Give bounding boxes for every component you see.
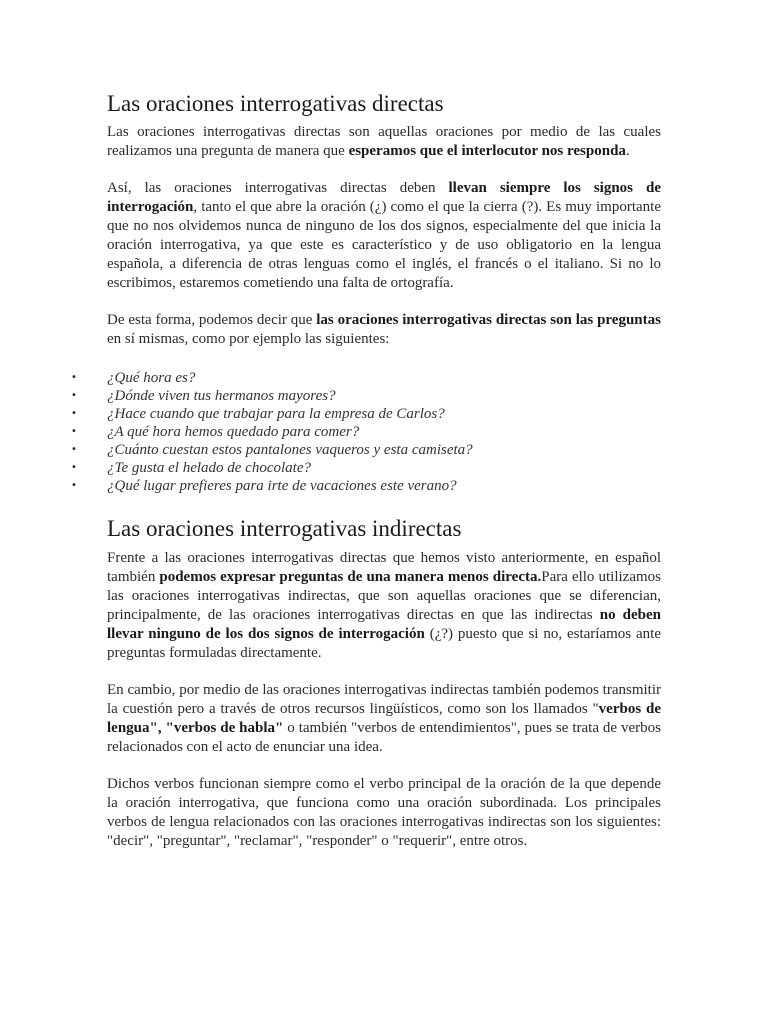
question-text: ¿Dónde viven tus hermanos mayores? xyxy=(107,388,336,404)
paragraph-indirectas-definition xyxy=(107,549,661,663)
list-item xyxy=(71,423,661,441)
list-item xyxy=(71,477,661,495)
paragraph-text: (¿?) puesto que si no, estaríamos ante preguntas formuladas directamente. xyxy=(107,626,661,661)
bold-phrase: podemos expresar preguntas de una manera menos directa. xyxy=(159,569,542,585)
paragraph-text: Así, las oraciones interrogativas directas deben xyxy=(107,180,449,196)
question-text: ¿Hace cuando que trabajar para la empresa de Carlos? xyxy=(107,406,445,422)
bullet-icon: • xyxy=(71,444,77,455)
document-page xyxy=(71,88,662,869)
paragraph-text: en sí mismas, como por ejemplo las siguientes: xyxy=(107,331,390,347)
bullet-icon: • xyxy=(71,408,77,419)
bullet-icon: • xyxy=(71,462,77,473)
paragraph-text: Frente a las oraciones interrogativas directas que hemos visto anteriormente, en español también xyxy=(107,550,661,585)
bullet-icon: • xyxy=(71,480,77,491)
paragraph-text: o también "verbos de entendimientos", pues se trata de verbos relacionados con el acto de enunciar una idea. xyxy=(107,720,661,755)
bullet-icon: • xyxy=(71,390,77,401)
bullet-icon: • xyxy=(71,426,77,437)
paragraph-text: Las oraciones interrogativas directas son aquellas oraciones por medio de las cuales realizamos una pregunta de manera que xyxy=(107,124,661,159)
paragraph-text: De esta forma, podemos decir que xyxy=(107,312,317,328)
question-list xyxy=(71,369,661,495)
list-item xyxy=(71,441,661,459)
list-item xyxy=(71,459,661,477)
paragraph-text: En cambio, por medio de las oraciones interrogativas indirectas también podemos transmitir la cuestión pero a través de otros recursos lingüísticos, como son los llamados " xyxy=(107,682,661,717)
paragraph-text: Dichos verbos funcionan siempre como el verbo principal de la oración de la que depende la oración interrogativa, que funciona como una oración subordinada. Los principales verbos de lengua relacionados con las oraciones interrogativas indirectas son los siguientes: "decir", "preguntar", "reclamar", "responder" o "requerir", entre otros. xyxy=(107,776,661,849)
paragraph-text: Para ello utilizamos las oraciones interrogativas indirectas, que son aquellas oraciones que se diferencian, principalmente, de las oraciones interrogativas directas en que las indirectas xyxy=(107,569,661,623)
bold-phrase: no deben llevar ninguno de los dos signos de interrogación xyxy=(107,607,662,642)
list-item xyxy=(71,387,661,405)
bold-phrase: verbos de lengua", "verbos de habla" xyxy=(107,701,661,736)
paragraph-text: . xyxy=(625,143,630,159)
paragraph-text: , tanto el que abre la oración (¿) como el que la cierra (?). Es muy importante que no nos olvidemos nunca de ninguno de los dos signos, especialmente del que inicia la oración interrogativa, ya que este es característico y de uso obligatorio en la lengua española, a diferencia de otras lenguas como el inglés, el francés o el italiano. Si no lo escribimos, estaremos cometiendo una falta de ortografía. xyxy=(107,199,661,291)
paragraph-signos xyxy=(107,179,661,293)
list-item xyxy=(71,405,661,423)
paragraph-subordinada xyxy=(107,775,661,851)
bold-phrase: esperamos que el interlocutor nos responda xyxy=(348,143,626,159)
paragraph-verbos xyxy=(107,681,661,757)
question-text: ¿A qué hora hemos quedado para comer? xyxy=(107,424,360,440)
paragraph-definition xyxy=(107,123,661,161)
bullet-icon: • xyxy=(71,372,77,383)
section-heading-directas: Las oraciones interrogativas directas xyxy=(107,91,444,116)
bold-phrase: llevan siempre los signos de interrogación xyxy=(107,180,661,215)
list-item xyxy=(71,369,661,387)
paragraph-ejemplos-intro xyxy=(107,311,661,349)
bold-phrase: las oraciones interrogativas directas son las preguntas xyxy=(316,312,661,328)
question-text: ¿Qué hora es? xyxy=(107,370,196,386)
question-text: ¿Cuánto cuestan estos pantalones vaqueros y esta camiseta? xyxy=(107,442,473,458)
section-heading-indirectas: Las oraciones interrogativas indirectas xyxy=(107,516,462,541)
question-text: ¿Qué lugar prefieres para irte de vacaciones este verano? xyxy=(107,478,457,494)
question-text: ¿Te gusta el helado de chocolate? xyxy=(107,460,311,476)
